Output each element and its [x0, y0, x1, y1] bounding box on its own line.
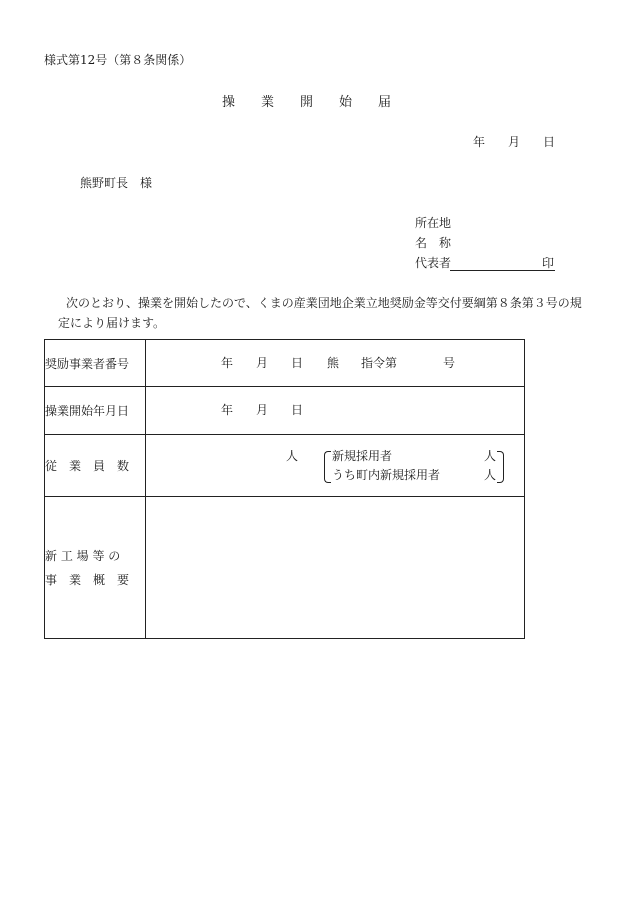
row1-month: 月	[256, 356, 269, 370]
start-date-cell[interactable]	[146, 387, 525, 435]
employees-cell[interactable]	[146, 435, 525, 497]
body-text-line1: 次のとおり、操業を開始したので、くまの産業団地企業立地奨励金等交付要綱第８条第３号の規	[66, 296, 582, 310]
table-row-business-number	[45, 340, 525, 387]
addressee: 熊野町長 様	[80, 176, 153, 190]
row1-year: 年	[221, 356, 234, 370]
town-hire-label: うち町内新規採用者	[332, 468, 441, 482]
row2-month: 月	[256, 403, 269, 417]
address-label: 所在地	[415, 216, 452, 230]
seal-mark: 印	[542, 256, 555, 270]
start-date-label: 操業開始年月日	[45, 387, 146, 435]
representative-label: 代表者	[415, 256, 452, 270]
business-overview-label-line1: 新 工 場 等 の	[45, 548, 121, 563]
business-overview-cell[interactable]	[146, 497, 525, 639]
employees-label: 従 業 員 数	[45, 435, 146, 497]
table-row-business-overview	[45, 497, 525, 639]
new-hire-label: 新規採用者	[332, 449, 393, 463]
row1-day: 日	[291, 356, 304, 370]
business-number-cell[interactable]	[146, 340, 525, 387]
row2-day: 日	[291, 403, 304, 417]
table-row-start-date	[45, 387, 525, 435]
row1-directive: 指令第	[361, 356, 398, 370]
date-day-label: 日	[543, 135, 556, 149]
date-year-label: 年	[473, 135, 486, 149]
business-number-label: 奨励事業者番号	[45, 340, 146, 387]
date-month-label: 月	[508, 135, 521, 149]
business-overview-label	[45, 497, 146, 639]
seal-underline	[540, 270, 555, 271]
business-overview-label-line2: 事 業 概 要	[45, 572, 130, 587]
row1-number-suffix: 号	[443, 356, 456, 370]
representative-underline	[450, 270, 540, 271]
table-row-employees	[45, 435, 525, 497]
row1-kuma: 熊	[327, 356, 340, 370]
new-hire-unit: 人	[484, 449, 497, 463]
bracket-right	[497, 451, 504, 483]
row2-year: 年	[221, 403, 234, 417]
body-text-line2: 定により届けます。	[58, 316, 166, 330]
document-title: 操 業 開 始 届	[222, 95, 392, 110]
notification-table	[44, 339, 525, 639]
form-number: 様式第12号（第８条関係）	[44, 53, 192, 67]
employees-unit: 人	[286, 449, 299, 463]
name-label: 名 称	[415, 236, 452, 250]
bracket-left	[324, 451, 331, 483]
town-hire-unit: 人	[484, 468, 497, 482]
